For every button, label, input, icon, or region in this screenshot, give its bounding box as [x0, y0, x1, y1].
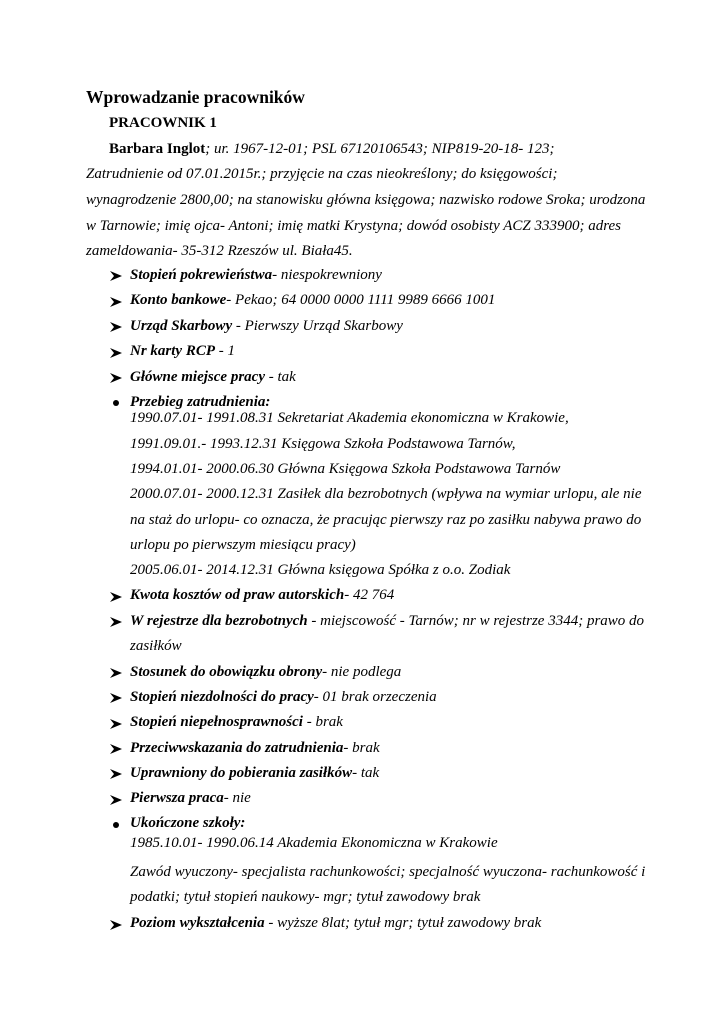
arrow-bullet-icon — [109, 794, 123, 808]
bullet-dot-icon — [113, 400, 119, 406]
arrow-bullet-icon — [109, 270, 123, 284]
schools-line: 1985.10.01- 1990.06.14 Akademia Ekonomiczna w Krakowie — [130, 835, 498, 851]
list-item-education-level: Poziom wykształcenia - wyższe 8lat; tytuł mgr; tytuł zawodowy brak — [130, 915, 542, 931]
arrow-bullet-icon — [109, 616, 123, 630]
arrow-bullet-icon — [109, 321, 123, 335]
schools-line: podatki; tytuł stopień naukowy- mgr; tytuł zawodowy brak — [130, 889, 481, 905]
employment-line: na staż do urlopu- co oznacza, że pracując pierwszy raz po zasiłku nabywa prawo do — [130, 512, 642, 528]
list-item: Stopień niezdolności do pracy- 01 brak orzeczenia — [130, 689, 437, 705]
document-title: Wprowadzanie pracowników — [86, 87, 305, 107]
arrow-bullet-icon — [109, 347, 123, 361]
list-item-continuation: zasiłków — [130, 638, 182, 654]
arrow-bullet-icon — [109, 692, 123, 706]
list-item: Nr karty RCP - 1 — [130, 343, 236, 359]
list-item: Przeciwwskazania do zatrudnienia- brak — [130, 740, 380, 756]
employment-line: 1994.01.01- 2000.06.30 Główna Księgowa Szkoła Podstawowa Tarnów — [130, 461, 561, 477]
arrow-bullet-icon — [109, 743, 123, 757]
arrow-bullet-icon — [109, 296, 123, 310]
list-item: Konto bankowe- Pekao; 64 0000 0000 1111 9989 6666 1001 — [130, 292, 496, 308]
arrow-bullet-icon — [109, 667, 123, 681]
list-item: Główne miejsce pracy - tak — [130, 369, 296, 385]
list-item: Stopień pokrewieństwa- niespokrewniony — [130, 267, 382, 283]
intro-line-2: Zatrudnienie od 07.01.2015r.; przyjęcie na czas nieokreślony; do księgowości; — [86, 166, 558, 182]
bullet-dot-icon — [113, 822, 119, 828]
employment-line: urlopu po pierwszym miesiącu pracy) — [130, 537, 356, 553]
schools-line: Zawód wyuczony- specjalista rachunkowości; specjalność wyuczona- rachunkowość i — [130, 864, 646, 880]
list-item: Stopień niepełnosprawności - brak — [130, 714, 343, 730]
worker-label: PRACOWNIK 1 — [109, 115, 217, 131]
worker-name: Barbara Inglot — [109, 141, 206, 157]
intro-line-1-rest: ; ur. 1967-12-01; PSL 67120106543; NIP819-20-18- 123; — [205, 141, 555, 157]
arrow-bullet-icon — [109, 768, 123, 782]
intro-line-3: wynagrodzenie 2800,00; na stanowisku główna księgowa; nazwisko rodowe Sroka; urodzona — [86, 192, 646, 208]
list-item: Uprawniony do pobierania zasiłków- tak — [130, 765, 380, 781]
arrow-bullet-icon — [109, 919, 123, 933]
list-item: Pierwsza praca- nie — [130, 790, 251, 806]
list-item: Stosunek do obowiązku obrony- nie podlega — [130, 664, 402, 680]
arrow-bullet-icon — [109, 372, 123, 386]
arrow-bullet-icon — [109, 718, 123, 732]
list-item: Kwota kosztów od praw autorskich- 42 764 — [130, 587, 395, 603]
schools-heading: Ukończone szkoły: — [130, 815, 246, 831]
employment-line: 1990.07.01- 1991.08.31 Sekretariat Akademia ekonomiczna w Krakowie, — [130, 410, 569, 426]
list-item: Urząd Skarbowy - Pierwszy Urząd Skarbowy — [130, 318, 403, 334]
arrow-bullet-icon — [109, 591, 123, 605]
employment-line: 2005.06.01- 2014.12.31 Główna księgowa Spółka z o.o. Zodiak — [130, 562, 511, 578]
list-item: W rejestrze dla bezrobotnych - miejscowość - Tarnów; nr w rejestrze 3344; prawo do — [130, 613, 645, 629]
employment-line: 2000.07.01- 2000.12.31 Zasiłek dla bezrobotnych (wpływa na wymiar urlopu, ale nie — [130, 486, 642, 502]
intro-line-5: zameldowania- 35-312 Rzeszów ul. Biała45. — [86, 243, 353, 259]
intro-line-1 — [109, 141, 555, 158]
intro-line-4: w Tarnowie; imię ojca- Antoni; imię matki Krystyna; dowód osobisty ACZ 333900; adres — [86, 218, 621, 234]
employment-line: 1991.09.01.- 1993.12.31 Księgowa Szkoła Podstawowa Tarnów, — [130, 436, 516, 452]
employment-heading: Przebieg zatrudnienia: — [130, 394, 271, 410]
